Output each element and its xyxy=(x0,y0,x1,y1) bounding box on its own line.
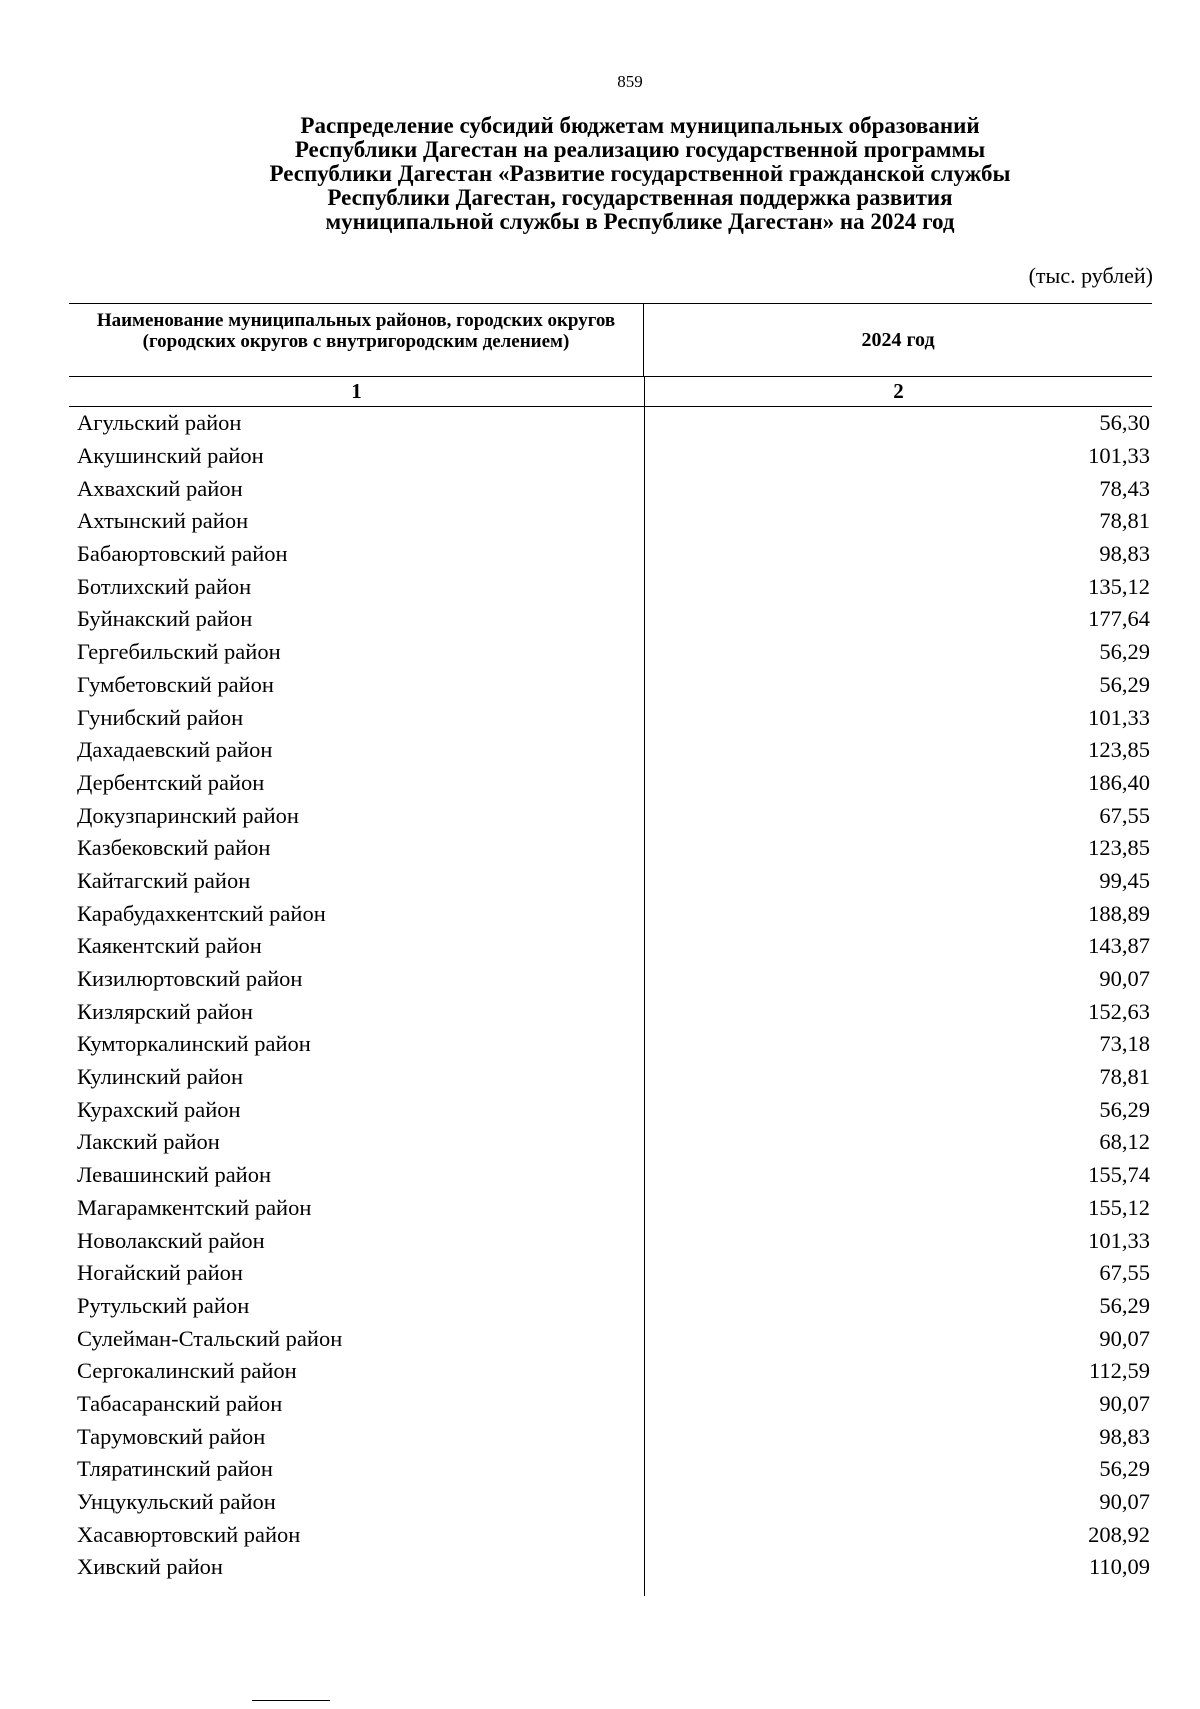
table-row xyxy=(69,1355,1152,1388)
table-row xyxy=(69,1192,1152,1225)
municipality-name: Ахвахский район xyxy=(77,475,243,501)
subsidy-value: 110,09 xyxy=(1088,1554,1150,1580)
table-row xyxy=(69,930,1152,963)
table-row xyxy=(69,1061,1152,1094)
table-row xyxy=(69,1518,1152,1551)
subsidy-value: 101,33 xyxy=(1088,443,1150,469)
table-row xyxy=(69,636,1152,669)
table-row xyxy=(69,440,1152,473)
column-numbers-row xyxy=(69,377,1152,407)
municipality-name: Бабаюртовский район xyxy=(77,541,288,567)
subsidy-value: 90,07 xyxy=(1099,1325,1150,1351)
table-row xyxy=(69,963,1152,996)
table-row xyxy=(69,865,1152,898)
table-row xyxy=(69,1224,1152,1257)
table-row xyxy=(69,1093,1152,1126)
title-line: Распределение субсидий бюджетам муниципальных образований xyxy=(300,113,980,138)
subsidy-value: 56,29 xyxy=(1099,671,1150,697)
municipality-name: Кизилюртовский район xyxy=(77,966,303,992)
title-line: Республики Дагестан на реализацию государственной программы xyxy=(294,137,986,162)
table-header xyxy=(69,303,1152,377)
subsidy-value: 67,55 xyxy=(1099,1260,1150,1286)
municipality-name: Дербентский район xyxy=(77,769,265,795)
municipality-name: Табасаранский район xyxy=(77,1390,283,1416)
municipality-name: Рутульский район xyxy=(77,1292,250,1318)
subsidy-value: 78,81 xyxy=(1099,1064,1150,1090)
municipality-name: Сергокалинский район xyxy=(77,1358,297,1384)
municipality-name: Дахадаевский район xyxy=(77,737,273,763)
subsidy-value: 56,29 xyxy=(1099,1096,1150,1122)
footnote-divider xyxy=(252,1700,330,1701)
municipality-name: Лакский район xyxy=(77,1129,220,1155)
subsidy-value: 123,85 xyxy=(1088,737,1150,763)
subsidy-value: 143,87 xyxy=(1088,933,1150,959)
municipality-name: Ботлихский район xyxy=(77,573,252,599)
table-row xyxy=(69,1126,1152,1159)
table-row xyxy=(69,1028,1152,1061)
municipality-name: Кулинский район xyxy=(77,1064,244,1090)
subsidy-value: 98,83 xyxy=(1099,541,1150,567)
subsidy-value: 78,43 xyxy=(1099,475,1150,501)
municipality-name: Каякентский район xyxy=(77,933,262,959)
table-row xyxy=(69,1551,1152,1584)
table-row xyxy=(69,767,1152,800)
table-row xyxy=(69,1453,1152,1486)
subsidy-value: 208,92 xyxy=(1088,1521,1150,1547)
table-row xyxy=(69,897,1152,930)
subsidy-value: 90,07 xyxy=(1099,966,1150,992)
table-row xyxy=(69,1290,1152,1323)
subsidy-value: 155,74 xyxy=(1088,1162,1150,1188)
table-body xyxy=(69,407,1152,1584)
municipality-name: Тляратинский район xyxy=(77,1456,273,1482)
municipality-name: Акушинский район xyxy=(77,443,264,469)
municipality-name: Хивский район xyxy=(77,1554,223,1580)
page-number: 859 xyxy=(617,72,643,91)
table-row xyxy=(69,570,1152,603)
municipality-name: Левашинский район xyxy=(77,1162,272,1188)
header-municipality: Наименование муниципальных районов, городских округов (городских округов с внутригородским делением) xyxy=(69,304,644,376)
subsidy-value: 67,55 xyxy=(1099,802,1150,828)
subsidy-value: 90,07 xyxy=(1099,1489,1150,1515)
subsidy-value: 56,30 xyxy=(1099,410,1150,436)
table-row xyxy=(69,1159,1152,1192)
subsidy-value: 68,12 xyxy=(1099,1129,1150,1155)
table-row xyxy=(69,1420,1152,1453)
municipality-name: Кумторкалинский район xyxy=(77,1031,311,1057)
municipality-name: Новолакский район xyxy=(77,1227,265,1253)
municipality-name: Гумбетовский район xyxy=(77,671,274,697)
header-year: 2024 год xyxy=(861,328,935,351)
document-title xyxy=(140,114,1140,234)
table-row xyxy=(69,1388,1152,1421)
table-row xyxy=(69,1486,1152,1519)
subsidy-value: 56,29 xyxy=(1099,1292,1150,1318)
title-line: Республики Дагестан «Развитие государственной гражданской службы xyxy=(269,161,1011,186)
subsidy-value: 123,85 xyxy=(1088,835,1150,861)
units-label: (тыс. рублей) xyxy=(1028,263,1153,288)
table-row xyxy=(69,799,1152,832)
subsidy-value: 188,89 xyxy=(1088,900,1150,926)
table-row xyxy=(69,669,1152,702)
subsidy-value: 56,29 xyxy=(1099,639,1150,665)
table-row xyxy=(69,1322,1152,1355)
subsidy-value: 73,18 xyxy=(1099,1031,1150,1057)
table-row xyxy=(69,734,1152,767)
subsidy-value: 112,59 xyxy=(1088,1358,1150,1384)
subsidy-value: 99,45 xyxy=(1099,867,1150,893)
column-number: 1 xyxy=(69,377,645,406)
table-row xyxy=(69,407,1152,440)
municipality-name: Кайтагский район xyxy=(77,867,251,893)
title-line: Республики Дагестан, государственная поддержка развития xyxy=(327,185,953,210)
subsidy-table xyxy=(69,303,1152,1584)
subsidy-value: 98,83 xyxy=(1099,1423,1150,1449)
title-line: муниципальной службы в Республике Дагестан» на 2024 год xyxy=(325,209,955,234)
table-row xyxy=(69,995,1152,1028)
table-row xyxy=(69,505,1152,538)
subsidy-value: 101,33 xyxy=(1088,1227,1150,1253)
table-row xyxy=(69,832,1152,865)
subsidy-value: 90,07 xyxy=(1099,1390,1150,1416)
table-row xyxy=(69,472,1152,505)
subsidy-value: 101,33 xyxy=(1088,704,1150,730)
municipality-name: Казбековский район xyxy=(77,835,271,861)
municipality-name: Ногайский район xyxy=(77,1260,243,1286)
subsidy-value: 78,81 xyxy=(1099,508,1150,534)
table-row xyxy=(69,603,1152,636)
municipality-name: Ахтынский район xyxy=(77,508,249,534)
municipality-name: Гергебильский район xyxy=(77,639,281,665)
municipality-name: Буйнакский район xyxy=(77,606,253,632)
municipality-name: Карабудахкентский район xyxy=(77,900,326,926)
municipality-name: Гунибский район xyxy=(77,704,244,730)
municipality-name: Унцукульский район xyxy=(77,1489,276,1515)
table-row xyxy=(69,538,1152,571)
table-row xyxy=(69,701,1152,734)
table-row xyxy=(69,1257,1152,1290)
subsidy-value: 155,12 xyxy=(1088,1194,1150,1220)
municipality-name: Сулейман-Стальский район xyxy=(77,1325,343,1351)
municipality-name: Докузпаринский район xyxy=(77,802,299,828)
column-number: 2 xyxy=(893,379,904,403)
municipality-name: Тарумовский район xyxy=(77,1423,266,1449)
municipality-name: Курахский район xyxy=(77,1096,241,1122)
municipality-name: Агульский район xyxy=(77,410,242,436)
subsidy-value: 177,64 xyxy=(1088,606,1150,632)
municipality-name: Хасавюртовский район xyxy=(77,1521,301,1547)
municipality-name: Кизлярский район xyxy=(77,998,253,1024)
subsidy-value: 152,63 xyxy=(1088,998,1150,1024)
subsidy-value: 135,12 xyxy=(1088,573,1150,599)
subsidy-value: 56,29 xyxy=(1099,1456,1150,1482)
subsidy-value: 186,40 xyxy=(1088,769,1150,795)
municipality-name: Магарамкентский район xyxy=(77,1194,312,1220)
